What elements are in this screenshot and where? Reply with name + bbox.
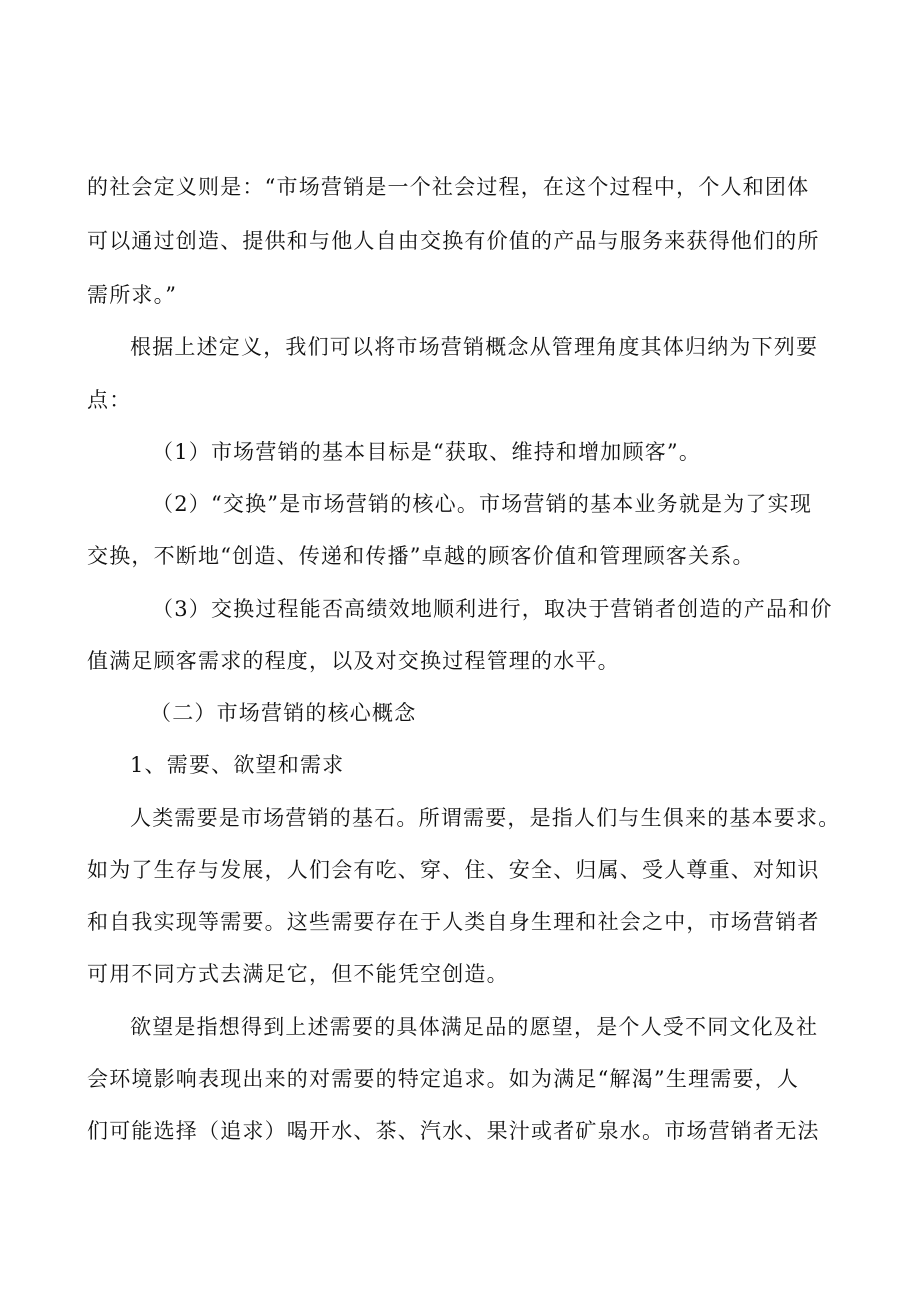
paragraph-line: 可用不同方式去满足它，但不能凭空创造。	[87, 962, 509, 986]
section-heading: （二）市场营销的核心概念	[150, 701, 417, 725]
list-item-1: （1）市场营销的基本目标是“获取、维持和增加顾客”。	[152, 440, 702, 464]
paragraph-line: 根据上述定义，我们可以将市场营销概念从管理角度其体归纳为下列要	[130, 335, 819, 359]
paragraph-line: 和自我实现等需要。这些需要存在于人类自身生理和社会之中，市场营销者	[87, 910, 820, 934]
paragraph-line: 需所求。”	[87, 283, 178, 307]
list-item-2: （2）“交换”是市场营销的核心。市场营销的基本业务就是为了实现	[152, 492, 813, 516]
subsection-heading: 1、需要、欲望和需求	[130, 753, 345, 777]
paragraph-line: 值满足顾客需求的程度，以及对交换过程管理的水平。	[87, 649, 620, 673]
paragraph-line: 会环境影响表现出来的对需要的特定追求。如为满足“解渴”生理需要，人	[87, 1067, 800, 1091]
paragraph-line: 欲望是指想得到上述需要的具体满足品的愿望，是个人受不同文化及社	[130, 1015, 819, 1039]
paragraph-line: 人类需要是市场营销的基石。所谓需要，是指人们与生俱来的基本要求。	[130, 806, 841, 830]
list-item-3: （3）交换过程能否高绩效地顺利进行，取决于营销者创造的产品和价	[152, 597, 833, 621]
paragraph-line: 们可能选择（追求）喝开水、茶、汽水、果汁或者矿泉水。市场营销者无法	[87, 1119, 820, 1143]
paragraph-line: 如为了生存与发展，人们会有吃、穿、住、安全、归属、受人尊重、对知识	[87, 858, 820, 882]
paragraph-line: 点：	[87, 388, 132, 412]
paragraph-line: 的社会定义则是：“市场营销是一个社会过程，在这个过程中，个人和团体	[87, 175, 810, 199]
paragraph-line: 交换，不断地“创造、传递和传播”卓越的顾客价值和管理顾客关系。	[87, 544, 755, 568]
paragraph-line: 可以通过创造、提供和与他人自由交换有价值的产品与服务来获得他们的所	[87, 229, 820, 253]
